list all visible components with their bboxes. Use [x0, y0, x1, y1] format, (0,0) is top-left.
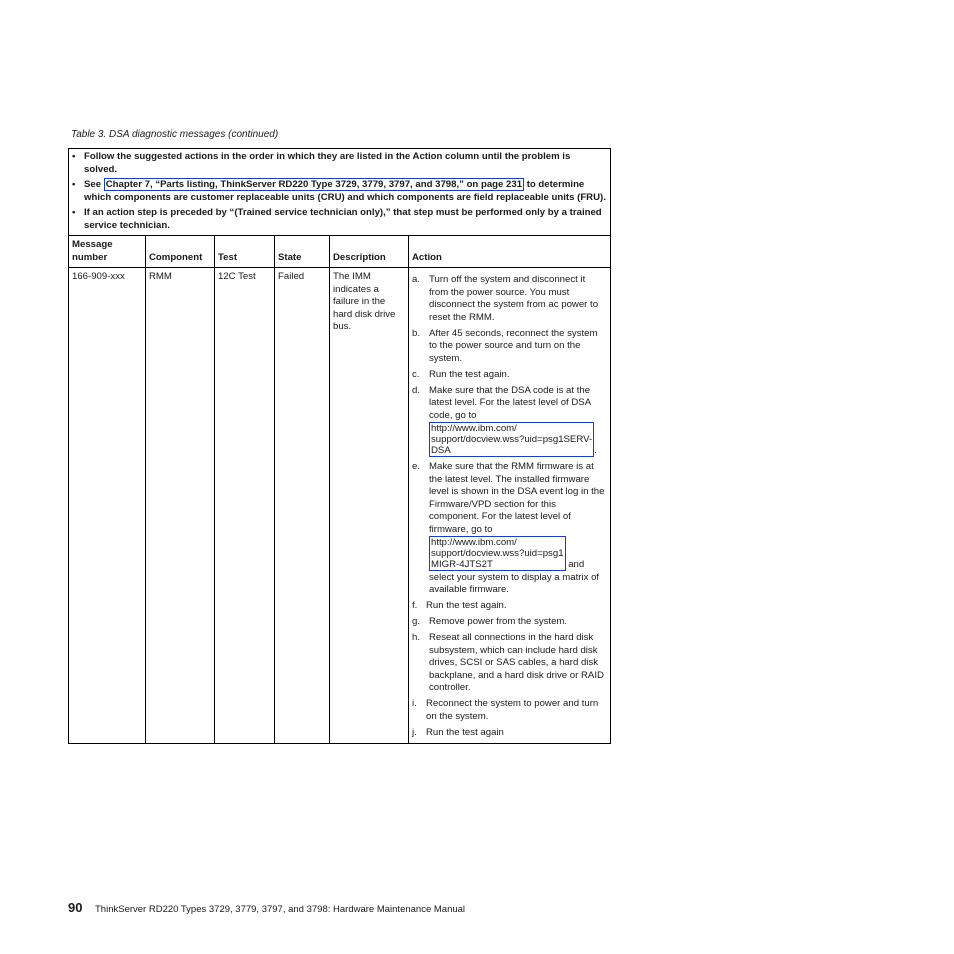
note-item [71, 207, 606, 232]
header-message-number: Message number [69, 236, 146, 268]
page-number: 90 [68, 900, 83, 915]
table-header-row [69, 236, 611, 268]
cell-message-number: 166-909-xxx [69, 268, 146, 744]
action-step-c: c. Run the test again. [412, 368, 510, 380]
action-step-j: j. Run the test again [412, 726, 504, 738]
firmware-link[interactable]: http://www.ibm.com/ support/docview.wss?uid=psg1 MIGR-4JTS2T [431, 537, 564, 570]
action-step-h: h. Reseat all connections in the hard disk subsystem, which can include hard disk drives, SCSI or SAS cables, a hard disk backplane, and a hard disk drive or RAID controller. [412, 632, 604, 693]
table-caption: Table 3. DSA diagnostic messages (continued) [71, 129, 279, 140]
cell-test: 12C Test [215, 268, 275, 744]
header-state: State [275, 236, 330, 268]
bullet-icon: • [72, 207, 76, 218]
note-item [71, 151, 606, 176]
note-text: See Chapter 7, “Parts listing, ThinkServer RD220 Type 3729, 3779, 3797, and 3798,” on page 231 to determine which components are customer replaceable units (CRU) and which components are field replaceable units (FRU). [84, 179, 606, 203]
dsa-link[interactable]: http://www.ibm.com/ support/docview.wss?uid=psg1SERV- DSA [431, 423, 593, 456]
header-action: Action [409, 236, 611, 268]
action-step-f: f. Run the test again. [412, 600, 507, 611]
table-row [69, 268, 611, 744]
dsa-diagnostic-table [68, 148, 611, 744]
cell-state: Failed [275, 268, 330, 744]
header-test: Test [215, 236, 275, 268]
header-description: Description [330, 236, 409, 268]
action-step-d: d. Make sure that the DSA code is at the latest level. For the latest level of DSA code, go to http://www.ibm.com/ support/docview.wss?uid=psg1SERV- DSA . [412, 384, 597, 456]
action-step-e: e. Make sure that the RMM firmware is at the latest level. The installed firmware level is shown in the DSA event log in the Firmware/VPD section for this component. For the latest level of firmware, go to http://www.ibm.com/ support/docview.wss?uid=psg1 MIGR-4JTS2T and select your system to display a matrix of available firmware. [412, 461, 605, 595]
cell-action [409, 268, 611, 744]
table-notes [69, 149, 611, 236]
cell-description: The IMM indicates a failure in the hard disk drive bus. [330, 268, 409, 744]
note-text: Follow the suggested actions in the order in which they are listed in the Action column until the problem is solved. [84, 151, 571, 175]
action-step-g: g. Remove power from the system. [412, 616, 568, 627]
footer-title: ThinkServer RD220 Types 3729, 3779, 3797, and 3798: Hardware Maintenance Manual [95, 904, 466, 915]
header-component: Component [146, 236, 215, 268]
note-item [71, 179, 606, 204]
chapter-7-link[interactable]: Chapter 7, “Parts listing, ThinkServer RD220 Type 3729, 3779, 3797, and 3798,” on page 231 [105, 179, 523, 190]
bullet-icon: • [72, 179, 76, 190]
cell-component: RMM [146, 268, 215, 744]
bullet-icon: • [72, 151, 76, 162]
action-step-a: a. Turn off the system and disconnect it from the power source. You must disconnect the system from ac power to reset the RMM. [412, 274, 599, 323]
note-text: If an action step is preceded by “(Trained service technician only),” that step must be performed only by a trained service technician. [84, 207, 602, 231]
action-step-b: b. After 45 seconds, reconnect the system to the power source and turn on the system. [412, 327, 598, 364]
action-step-i: i. Reconnect the system to power and turn on the system. [412, 698, 599, 722]
